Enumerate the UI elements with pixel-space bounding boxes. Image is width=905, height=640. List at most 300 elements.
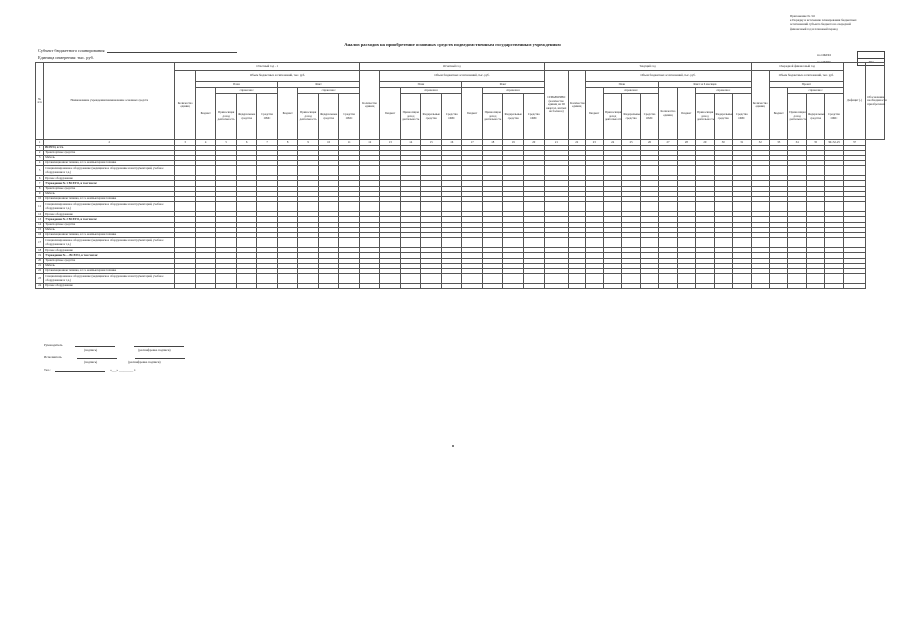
value-cell[interactable]: [585, 202, 603, 212]
value-cell[interactable]: [788, 284, 806, 289]
header-qty: Количество единиц: [659, 88, 677, 140]
header-name: Наименование учреждения/наименование основных средств: [44, 63, 175, 140]
value-cell[interactable]: [603, 274, 621, 284]
value-cell[interactable]: [318, 166, 339, 176]
value-cell[interactable]: [659, 238, 677, 248]
row-number: 22: [36, 268, 44, 273]
row-label: Прочее оборудование: [44, 248, 175, 253]
value-cell[interactable]: [421, 238, 442, 248]
column-number: 3: [175, 140, 196, 146]
value-cell[interactable]: [585, 284, 603, 289]
row-label: Специализированное оборудование (медицинское оборудование и инструментарий, учебное оборудование и т.д.): [44, 166, 175, 176]
value-cell[interactable]: [359, 274, 380, 284]
value-cell[interactable]: [421, 202, 442, 212]
value-cell[interactable]: [257, 202, 278, 212]
header-project: Проект: [769, 82, 843, 88]
column-number: 17: [462, 140, 483, 146]
value-cell[interactable]: [503, 166, 524, 176]
header-income: Приносящая доход деятельность: [696, 94, 714, 140]
column-number: 5: [216, 140, 237, 146]
value-cell[interactable]: [622, 166, 640, 176]
row-label: Мебель: [44, 155, 175, 160]
row-label: Специализированное оборудование (медицинское оборудование и инструментарий, учебное оборудование и т.д.): [44, 202, 175, 212]
value-cell[interactable]: [380, 202, 401, 212]
column-number: 9: [298, 140, 319, 146]
appendix-line: ассигнований субъекта бюджета на очередной: [790, 22, 851, 27]
value-cell[interactable]: [585, 166, 603, 176]
value-cell[interactable]: [216, 274, 237, 284]
row-number: 13: [36, 217, 44, 222]
table-row: [36, 238, 885, 248]
value-cell[interactable]: [236, 238, 257, 248]
value-cell[interactable]: [640, 166, 658, 176]
value-cell[interactable]: [677, 202, 695, 212]
value-cell[interactable]: [696, 274, 714, 284]
row-label: Организационная техника, в т.ч. компьютерная техника: [44, 197, 175, 202]
value-cell[interactable]: [400, 274, 421, 284]
code-label: по ОКЕИ: [817, 59, 831, 64]
header-period-3: Текущий год: [544, 63, 751, 71]
appendix-note: [790, 14, 900, 31]
value-cell[interactable]: [696, 202, 714, 212]
unit-label: Единица измерения: тыс. руб.: [38, 55, 94, 60]
header-fact: Факт: [462, 82, 544, 88]
value-cell[interactable]: [659, 202, 677, 212]
phone-label: Тел.:: [44, 368, 51, 372]
header-volume: Объем бюджетных ассигнований, тыс. руб.: [195, 71, 359, 82]
value-cell[interactable]: [298, 284, 319, 289]
value-cell[interactable]: [603, 238, 621, 248]
value-cell[interactable]: [843, 166, 866, 176]
value-cell[interactable]: [769, 202, 787, 212]
row-label: Транспортные средства: [44, 150, 175, 155]
value-cell[interactable]: [175, 202, 196, 212]
header-federal: Федеральные средства: [236, 94, 257, 140]
value-cell[interactable]: [544, 274, 569, 284]
value-cell[interactable]: [733, 274, 752, 284]
value-cell[interactable]: [659, 274, 677, 284]
column-number: 12: [359, 140, 380, 146]
column-number: 31: [733, 140, 752, 146]
header-incl: справочно:: [603, 88, 658, 94]
value-cell[interactable]: [733, 238, 752, 248]
value-cell[interactable]: [622, 202, 640, 212]
signature-head-sign-field[interactable]: [75, 343, 115, 347]
value-cell[interactable]: [298, 202, 319, 212]
value-cell[interactable]: [195, 274, 216, 284]
row-number: 4: [36, 161, 44, 166]
header-period-2: Отчетный год: [359, 63, 544, 71]
value-cell[interactable]: [277, 202, 298, 212]
value-cell[interactable]: [677, 238, 695, 248]
header-federal: Федеральные средства: [806, 94, 824, 140]
value-cell[interactable]: [751, 202, 769, 212]
signature-head-decode-field[interactable]: [134, 343, 184, 347]
row-number: 18: [36, 248, 44, 253]
value-cell[interactable]: [175, 166, 196, 176]
header-fact6: Факт за 6 месяцев: [659, 82, 751, 88]
value-cell[interactable]: [462, 166, 483, 176]
value-cell[interactable]: [696, 166, 714, 176]
value-cell[interactable]: [825, 166, 843, 176]
value-cell[interactable]: [482, 238, 503, 248]
value-cell[interactable]: [733, 166, 752, 176]
table-row: [36, 166, 885, 176]
value-cell[interactable]: [788, 202, 806, 212]
value-cell[interactable]: [236, 202, 257, 212]
header-federal: Федеральные средства: [622, 94, 640, 140]
header-incl: справочно:: [788, 88, 843, 94]
value-cell[interactable]: [788, 238, 806, 248]
value-cell[interactable]: [843, 238, 866, 248]
caption-decode: (расшифровка подписи): [138, 348, 171, 352]
header-period-4: Очередной финансовый год: [751, 63, 843, 71]
value-cell[interactable]: [769, 238, 787, 248]
value-cell[interactable]: [216, 166, 237, 176]
column-number: 2: [44, 140, 175, 146]
value-cell[interactable]: [569, 274, 585, 284]
value-cell[interactable]: [318, 284, 339, 289]
column-number: 30: [714, 140, 732, 146]
value-cell[interactable]: [733, 202, 752, 212]
value-cell[interactable]: [216, 284, 237, 289]
header-justification: Обоснование необходимости приобретения: [866, 63, 885, 140]
value-cell[interactable]: [677, 284, 695, 289]
value-cell[interactable]: [339, 274, 360, 284]
value-cell[interactable]: [339, 238, 360, 248]
value-cell[interactable]: [195, 202, 216, 212]
row-label: Учреждение № ... ВСЕГО, в том числе:: [44, 253, 175, 258]
column-number: 11: [339, 140, 360, 146]
value-cell[interactable]: [806, 284, 824, 289]
value-cell[interactable]: [714, 238, 732, 248]
value-cell[interactable]: [714, 166, 732, 176]
value-cell[interactable]: [359, 202, 380, 212]
value-cell[interactable]: [769, 274, 787, 284]
code-label: по ОКПО: [817, 52, 831, 57]
column-number: 6: [236, 140, 257, 146]
value-cell[interactable]: [569, 166, 585, 176]
value-cell[interactable]: [482, 284, 503, 289]
value-cell[interactable]: [622, 238, 640, 248]
value-cell[interactable]: [462, 274, 483, 284]
header-qty2: Количество единиц: [569, 71, 585, 140]
value-cell[interactable]: [843, 274, 866, 284]
value-cell[interactable]: [714, 284, 732, 289]
value-cell[interactable]: [544, 166, 569, 176]
value-cell[interactable]: [585, 274, 603, 284]
value-cell[interactable]: [788, 166, 806, 176]
value-cell[interactable]: [277, 238, 298, 248]
code-value[interactable]: 384: [857, 58, 885, 66]
row-number: 8: [36, 186, 44, 191]
value-cell[interactable]: [380, 238, 401, 248]
value-cell[interactable]: [236, 166, 257, 176]
row-label: Транспортные средства: [44, 258, 175, 263]
value-cell[interactable]: [257, 274, 278, 284]
phone-field[interactable]: [55, 368, 105, 372]
column-number: 14: [400, 140, 421, 146]
value-cell[interactable]: [441, 202, 462, 212]
row-label: Учреждение № 2 ВСЕГО, в том числе:: [44, 217, 175, 222]
value-cell[interactable]: [569, 284, 585, 289]
header-federal: Федеральные средства: [421, 94, 442, 140]
header-budget: Бюджет: [677, 88, 695, 140]
value-cell[interactable]: [482, 274, 503, 284]
row-number: 12: [36, 212, 44, 217]
value-cell[interactable]: [825, 284, 843, 289]
value-cell[interactable]: [421, 284, 442, 289]
value-cell[interactable]: [216, 238, 237, 248]
value-cell[interactable]: [277, 166, 298, 176]
value-cell[interactable]: [298, 166, 319, 176]
header-qty: Количество единиц: [359, 71, 380, 140]
value-cell[interactable]: [622, 274, 640, 284]
header-budget: Бюджет: [195, 88, 216, 140]
column-number: 33: [769, 140, 787, 146]
value-cell[interactable]: [482, 166, 503, 176]
value-cell[interactable]: [462, 284, 483, 289]
row-label: Специализированное оборудование (медицинское оборудование и инструментарий, учебное оборудование и т.д.): [44, 238, 175, 248]
value-cell[interactable]: [359, 284, 380, 289]
signature-head-captions: [84, 348, 171, 352]
header-oms: Средства ОМС: [257, 94, 278, 140]
column-number: 16: [441, 140, 462, 146]
value-cell[interactable]: [523, 166, 544, 176]
value-cell[interactable]: [380, 284, 401, 289]
column-number: 19: [503, 140, 524, 146]
value-cell[interactable]: [318, 274, 339, 284]
value-cell[interactable]: [640, 202, 658, 212]
table-row: [36, 274, 885, 284]
column-number: 21: [544, 140, 569, 146]
signature-executor-decode-field[interactable]: [135, 355, 185, 359]
value-cell[interactable]: [175, 238, 196, 248]
value-cell[interactable]: [806, 274, 824, 284]
value-cell[interactable]: [714, 274, 732, 284]
value-cell[interactable]: [523, 284, 544, 289]
value-cell[interactable]: [523, 274, 544, 284]
value-cell[interactable]: [257, 238, 278, 248]
column-number: 10: [318, 140, 339, 146]
value-cell[interactable]: [462, 202, 483, 212]
value-cell[interactable]: [696, 284, 714, 289]
column-number: 29: [696, 140, 714, 146]
value-cell[interactable]: [318, 202, 339, 212]
column-number: 15: [421, 140, 442, 146]
subject-field[interactable]: [107, 49, 237, 53]
value-cell[interactable]: [622, 284, 640, 289]
value-cell[interactable]: [503, 274, 524, 284]
row-number: 3: [36, 155, 44, 160]
value-cell[interactable]: [733, 284, 752, 289]
value-cell[interactable]: [380, 166, 401, 176]
value-cell[interactable]: [441, 284, 462, 289]
header-budget: Бюджет: [462, 88, 483, 140]
header-federal: Федеральные средства: [318, 94, 339, 140]
value-cell[interactable]: [482, 202, 503, 212]
header-num: № п/п: [36, 63, 44, 140]
value-cell[interactable]: [441, 166, 462, 176]
header-budget: Бюджет: [585, 88, 603, 140]
value-cell[interactable]: [503, 202, 524, 212]
header-plan: План: [195, 82, 277, 88]
value-cell[interactable]: [318, 238, 339, 248]
value-cell[interactable]: [603, 284, 621, 289]
value-cell[interactable]: [257, 284, 278, 289]
header-period-1: Отчетный год - 1: [175, 63, 360, 71]
value-cell[interactable]: [806, 166, 824, 176]
value-cell[interactable]: [400, 166, 421, 176]
date-field[interactable]: «___» _________ г.: [110, 368, 136, 372]
header-federal: Федеральные средства: [714, 94, 732, 140]
value-cell[interactable]: [640, 238, 658, 248]
column-number: 4: [195, 140, 216, 146]
column-number: 7: [257, 140, 278, 146]
value-cell[interactable]: [441, 274, 462, 284]
row-number: 17: [36, 238, 44, 248]
column-number: 8: [277, 140, 298, 146]
value-cell[interactable]: [421, 274, 442, 284]
value-cell[interactable]: [195, 166, 216, 176]
row-number: 19: [36, 253, 44, 258]
header-oms: Средства ОМС: [733, 94, 752, 140]
column-number: 27: [659, 140, 677, 146]
signature-executor-sign-field[interactable]: [77, 355, 117, 359]
column-number: 13: [380, 140, 401, 146]
appendix-line: Приложение № 3.6: [790, 14, 815, 18]
value-cell[interactable]: [677, 166, 695, 176]
column-number: 25: [622, 140, 640, 146]
row-label: Специализированное оборудование (медицинское оборудование и инструментарий, учебное оборудование и т.д.): [44, 274, 175, 284]
value-cell[interactable]: [659, 284, 677, 289]
value-cell[interactable]: [603, 166, 621, 176]
value-cell[interactable]: [825, 238, 843, 248]
value-cell[interactable]: [523, 238, 544, 248]
header-income: Приносящая доход деятельность: [603, 94, 621, 140]
value-cell[interactable]: [677, 274, 695, 284]
value-cell[interactable]: [569, 202, 585, 212]
subject-label: Субъект бюджетного планирования: [38, 48, 105, 53]
row-label: ВСЕГО, в т.ч.: [44, 145, 175, 150]
value-cell[interactable]: [751, 284, 769, 289]
value-cell[interactable]: [751, 166, 769, 176]
header-incl: справочно:: [298, 88, 360, 94]
value-cell[interactable]: [380, 274, 401, 284]
value-cell[interactable]: [569, 238, 585, 248]
header-oms: Средства ОМС: [640, 94, 658, 140]
value-cell[interactable]: [769, 166, 787, 176]
table-row: [36, 284, 885, 289]
value-cell[interactable]: [523, 202, 544, 212]
signature-executor: [44, 355, 185, 359]
value-cell[interactable]: [339, 166, 360, 176]
value-cell[interactable]: [503, 238, 524, 248]
value-cell[interactable]: [400, 202, 421, 212]
row-label: Мебель: [44, 227, 175, 232]
value-cell[interactable]: [400, 284, 421, 289]
value-cell[interactable]: [216, 202, 237, 212]
header-volume: Объем бюджетных ассигнований, тыс. руб.: [585, 71, 751, 82]
value-cell[interactable]: [696, 238, 714, 248]
value-cell[interactable]: [175, 284, 196, 289]
signature-head-label: Руководитель: [44, 343, 63, 347]
column-number: 34: [788, 140, 806, 146]
value-cell[interactable]: [714, 202, 732, 212]
value-cell[interactable]: [825, 202, 843, 212]
value-cell[interactable]: [175, 274, 196, 284]
row-number: 24: [36, 284, 44, 289]
value-cell[interactable]: [603, 202, 621, 212]
row-number: 6: [36, 176, 44, 181]
header-volume: Объем бюджетных ассигнований, тыс. руб.: [380, 71, 544, 82]
value-cell[interactable]: [298, 238, 319, 248]
signature-executor-label: Исполнитель: [44, 355, 62, 359]
value-cell[interactable]: [277, 274, 298, 284]
value-cell[interactable]: [195, 238, 216, 248]
value-cell[interactable]: [544, 202, 569, 212]
value-cell[interactable]: [236, 284, 257, 289]
header-income: Приносящая доход деятельность: [400, 94, 421, 140]
value-cell[interactable]: [640, 274, 658, 284]
value-cell[interactable]: [277, 284, 298, 289]
value-cell[interactable]: [843, 284, 866, 289]
value-cell[interactable]: [751, 238, 769, 248]
value-cell[interactable]: [339, 284, 360, 289]
header-incl: справочно:: [696, 88, 751, 94]
value-cell[interactable]: [359, 166, 380, 176]
value-cell[interactable]: [462, 238, 483, 248]
signature-phone: [44, 368, 136, 372]
value-cell[interactable]: [359, 238, 380, 248]
value-cell[interactable]: [659, 166, 677, 176]
value-cell[interactable]: [788, 274, 806, 284]
value-cell[interactable]: [195, 284, 216, 289]
row-number: 23: [36, 274, 44, 284]
value-cell[interactable]: [825, 274, 843, 284]
row-label: Организационная техника, в т.ч. компьютерная техника: [44, 268, 175, 273]
value-cell[interactable]: [806, 202, 824, 212]
header-federal: Федеральные средства: [503, 94, 524, 140]
value-cell[interactable]: [585, 238, 603, 248]
value-cell[interactable]: [441, 238, 462, 248]
document-title: Анализ расходов на приобретение основных средств подведомственным государственным учреждениям: [344, 42, 561, 47]
value-cell[interactable]: [421, 166, 442, 176]
value-cell[interactable]: [751, 274, 769, 284]
value-cell[interactable]: [257, 166, 278, 176]
header-incl: справочно:: [400, 88, 462, 94]
header-plan: План: [380, 82, 462, 88]
value-cell[interactable]: [298, 274, 319, 284]
value-cell[interactable]: [544, 238, 569, 248]
value-cell[interactable]: [769, 284, 787, 289]
row-label: Мебель: [44, 191, 175, 196]
value-cell[interactable]: [544, 284, 569, 289]
subject-line: [38, 48, 237, 53]
header-qty: Количество единиц: [751, 71, 769, 140]
value-cell[interactable]: [339, 202, 360, 212]
value-cell[interactable]: [400, 238, 421, 248]
row-number: 10: [36, 197, 44, 202]
value-cell[interactable]: [806, 238, 824, 248]
row-label: Транспортные средства: [44, 186, 175, 191]
signature-executor-captions: [84, 360, 161, 364]
value-cell[interactable]: [503, 284, 524, 289]
value-cell[interactable]: [843, 202, 866, 212]
value-cell[interactable]: [236, 274, 257, 284]
row-number: 2: [36, 150, 44, 155]
value-cell[interactable]: [640, 284, 658, 289]
